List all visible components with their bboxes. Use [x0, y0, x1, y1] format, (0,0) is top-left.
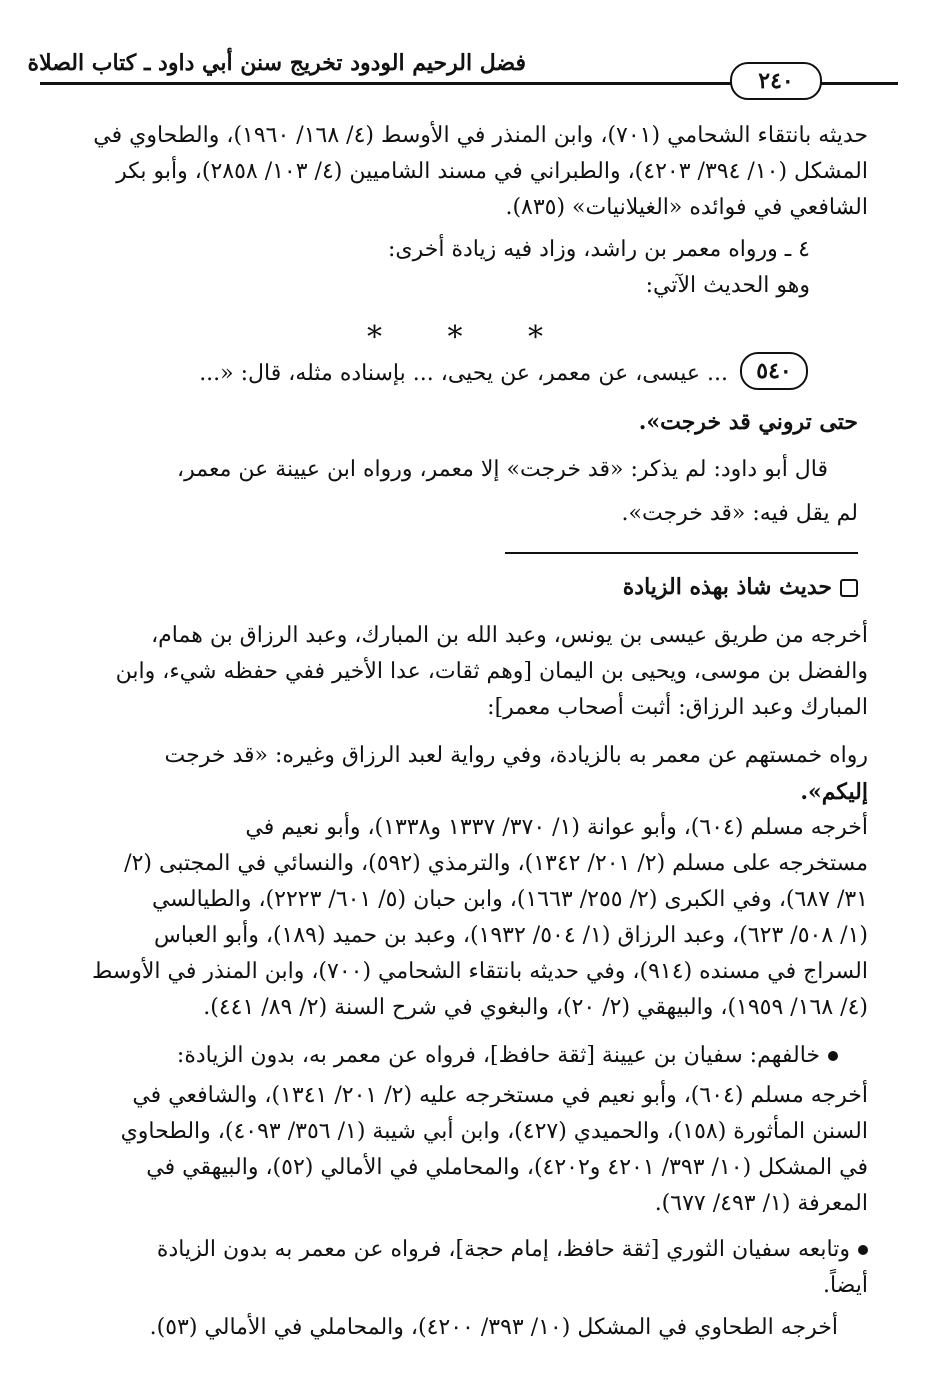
footnote-divider: [505, 552, 858, 554]
text-line-content: خالفهم: سفيان بن عيينة [ثقة حافظ]، فرواه عن معمر به، بدون الزيادة:: [176, 1043, 820, 1068]
text-line: [70, 1232, 868, 1268]
text-line: والفضل بن موسى، ويحيى بن اليمان [وهم ثقات، عدا الأخير ففي حفظه شيء، وابن: [115, 659, 868, 684]
paragraph-takhrij-1: [70, 810, 868, 1026]
page-number: ٢٤٠: [730, 62, 822, 100]
hadith-text-line-1: [70, 356, 728, 392]
text-line: مستخرجه على مسلم (٢/ ٢٠١/ ١٣٤٢)، والترمذي (٥٩٢)، والنسائي في المجتبى (٢/: [124, 851, 868, 876]
text-line: (٤/ ١٦٨/ ١٩٥٩)، والبيهقي (٢/ ٢٠)، والبغوي في شرح السنة (٢/ ٨٩/ ٤٤١).: [203, 995, 868, 1020]
text-line: المعرفة (١/ ٤٩٣/ ٦٧٧).: [654, 1191, 868, 1216]
section-heading: [623, 574, 858, 600]
text-line: ٣١/ ٦٨٧)، وفي الكبرى (٢/ ٢٥٥/ ١٦٦٣)، وابن حبان (٥/ ٦٠١/ ٢٢٢٣)، والطيالسي: [151, 887, 868, 912]
text-line: لم يقل فيه: «قد خرجت».: [621, 501, 858, 526]
bullet-icon: [828, 1051, 838, 1061]
text-line: وهو الحديث الآتي:: [645, 273, 810, 298]
text-line: المبارك وعبد الرزاق: أثبت أصحاب معمر]:: [487, 695, 868, 720]
text-line: حتى تروني قد خرجت».: [638, 409, 858, 435]
section-heading-text: حديث شاذ بهذه الزيادة: [622, 574, 832, 600]
running-header-title: فضل الرحيم الودود تخريج سنن أبي داود ـ كتاب الصلاة: [27, 50, 526, 76]
paragraph-thawri: [70, 1232, 868, 1304]
text-line: الشافعي في فوائده «الغيلانيات» (٨٣٥).: [505, 195, 868, 220]
text-line: المشكل (١٠/ ٣٩٤/ ٤٢٠٣)، والطبراني في مسند الشاميين (٤/ ١٠٣/ ٢٨٥٨)، وأبو بكر: [116, 159, 868, 184]
paragraph-opposition: [70, 1038, 838, 1074]
text-line: أخرجه مسلم (٦٠٤)، وأبو عوانة (١/ ٣٧٠/ ١٣٣٧ و١٣٣٨)، وأبو نعيم في: [245, 815, 868, 840]
hadith-text-line-2: [70, 404, 858, 440]
text-line: أخرجه مسلم (٦٠٤)، وأبو نعيم في مستخرجه عليه (٢/ ٢٠١/ ١٣٤١)، والشافعي في: [132, 1083, 868, 1108]
section-separator-stars: * * *: [366, 320, 572, 355]
book-icon: [840, 579, 858, 597]
text-line: السراج في مسنده (٩١٤)، وفي حديثه بانتقاء الشحامي (٧٠٠)، وابن المنذر في الأوسط: [91, 959, 868, 984]
text-line: ... عيسى، عن معمر، عن يحيى، ... بإسناده مثله، قال: «...: [199, 361, 728, 386]
text-line: قال أبو داود: لم يذكر: «قد خرجت» إلا معمر، ورواه ابن عيينة عن معمر،: [177, 457, 828, 482]
text-line: [70, 1038, 838, 1074]
paragraph-takhrij-3: [70, 1310, 838, 1346]
paragraph-narrators: [70, 618, 868, 726]
text-line: السنن المأثورة (١٥٨)، والحميدي (٤٢٧)، وابن أبي شيبة (١/ ٣٥٦/ ٤٠٩٣)، والطحاوي: [120, 1119, 868, 1144]
paragraph-takhrij-2: [70, 1078, 868, 1222]
header-rule: [40, 82, 798, 85]
text-line: حديثه بانتقاء الشحامي (٧٠١)، وابن المنذر في الأوسط (٤/ ١٦٨/ ١٩٦٠)، والطحاوي في: [93, 123, 868, 148]
paragraph-item-4: [70, 232, 810, 304]
bullet-icon: [858, 1245, 868, 1255]
paragraph-abu-dawud-cont: [70, 496, 858, 532]
text-line: أخرجه الطحاوي في المشكل (١٠/ ٣٩٣/ ٤٢٠٠)، والمحاملي في الأمالي (٥٣).: [149, 1315, 838, 1340]
text-line: في المشكل (١٠/ ٣٩٣/ ٤٢٠١ و٤٢٠٢)، والمحاملي في الأمالي (٥٢)، والبيهقي في: [146, 1155, 868, 1180]
hadith-number: ٥٤٠: [740, 352, 808, 390]
text-line: أخرجه من طريق عيسى بن يونس، وعبد الله بن المبارك، وعبد الرزاق بن همام،: [151, 623, 868, 648]
paragraph-abu-dawud: [70, 452, 828, 488]
header-rule-short: [820, 82, 898, 85]
paragraph-sources-continued: [70, 118, 868, 226]
text-line-content: وتابعه سفيان الثوري [ثقة حافظ، إمام حجة]، فرواه عن معمر به بدون الزيادة: [156, 1237, 850, 1262]
text-line: إليكم».: [800, 779, 868, 805]
text-line: رواه خمستهم عن معمر به بالزيادة، وفي رواية لعبد الرزاق وغيره: «قد خرجت: [164, 743, 868, 768]
text-line: (١/ ٥٠٨/ ٦٢٣)، وعبد الرزاق (١/ ٥٠٤/ ١٩٣٢)، وعبد بن حميد (١٨٩)، وأبو العباس: [154, 923, 868, 948]
text-line: أيضاً.: [822, 1273, 868, 1298]
paragraph-narration: [70, 738, 868, 810]
text-line: ٤ ـ ورواه معمر بن راشد، وزاد فيه زيادة أخرى:: [387, 237, 810, 262]
